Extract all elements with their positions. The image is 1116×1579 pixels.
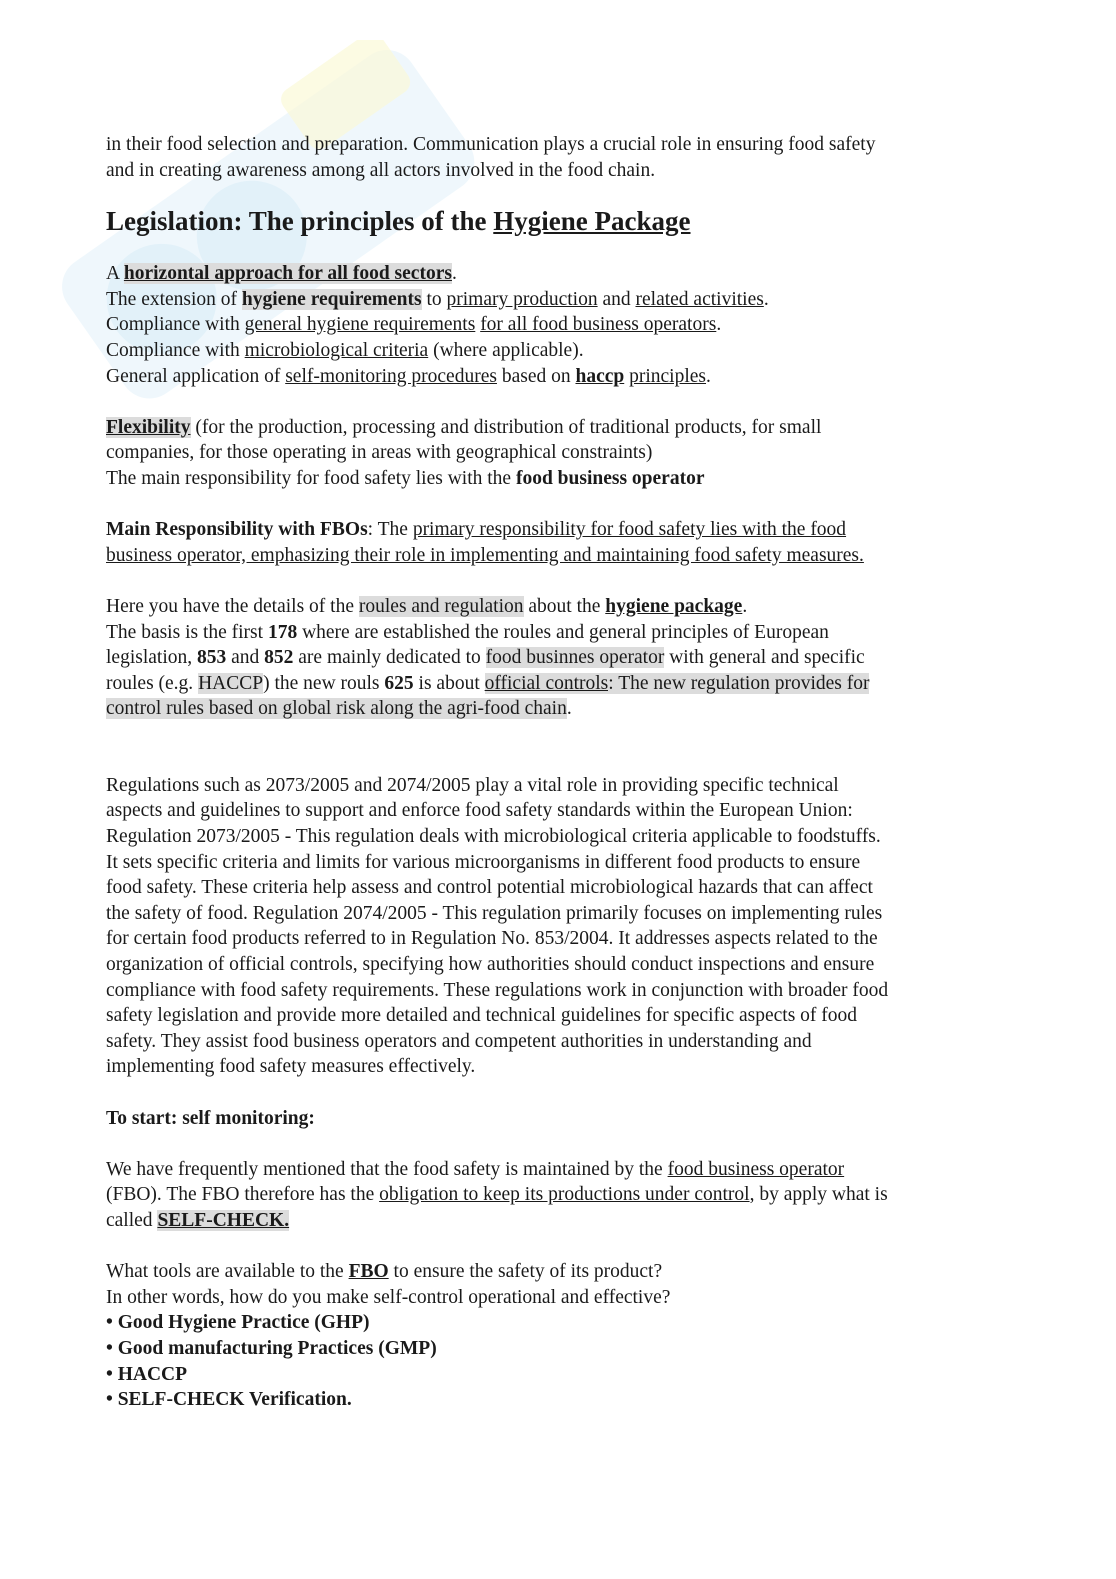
principle-3: Compliance with general hygiene requirements for all food business operators.: [106, 314, 722, 336]
regulations-line: safety. They assist food business operators and competent authorities in understanding and: [106, 1030, 812, 1052]
tools-question-1: What tools are available to the FBO to ensure the safety of its product?: [106, 1261, 663, 1283]
self-monitoring-line-2: (FBO). The FBO therefore has the obligation to keep its productions under control, by apply what is: [106, 1184, 888, 1206]
self-monitoring-line-1: We have frequently mentioned that the food safety is maintained by the food business operator: [106, 1158, 845, 1180]
principle-4: Compliance with microbiological criteria (where applicable).: [106, 339, 584, 361]
details-line-2: The basis is the first 178 where are established the roules and general principles of European: [106, 621, 829, 643]
regulations-line: compliance with food safety requirements. These regulations work in conjunction with broader food: [106, 979, 889, 1001]
regulations-line: the safety of food. Regulation 2074/2005 - This regulation primarily focuses on implementing rules: [106, 902, 883, 924]
flexibility-line-2: companies, for those operating in areas with geographical constraints): [106, 442, 653, 464]
document-page: [106, 132, 1006, 1413]
principle-1: A horizontal approach for all food sectors.: [106, 263, 457, 285]
regulations-line: implementing food safety measures effectively.: [106, 1056, 476, 1078]
list-item: • Good Hygiene Practice (GHP): [106, 1312, 370, 1334]
self-monitoring-title: To start: self monitoring:: [106, 1107, 315, 1129]
regulations-line: safety legislation and provide more detailed and technical guidelines for specific aspects of food: [106, 1005, 858, 1027]
tools-question-2: In other words, how do you make self-control operational and effective?: [106, 1286, 671, 1308]
flexibility-line-1: Flexibility (for the production, processing and distribution of traditional products, for small: [106, 416, 822, 438]
list-item: • HACCP: [106, 1363, 188, 1385]
details-line-1: Here you have the details of the roules and regulation about the hygiene package.: [106, 595, 748, 617]
section-heading: Legislation: The principles of the Hygiene Package: [106, 206, 691, 237]
list-item: • SELF-CHECK Verification.: [106, 1389, 352, 1411]
list-item: • Good manufacturing Practices (GMP): [106, 1337, 437, 1359]
self-monitoring-line-3: called SELF-CHECK.: [106, 1209, 290, 1231]
details-line-4: roules (e.g. HACCP) the new rouls 625 is about official controls: The new regulation provides for: [106, 672, 870, 694]
fbo-line-1: Main Responsibility with FBOs: The primary responsibility for food safety lies with the food: [106, 519, 847, 541]
regulations-line: aspects and guidelines to support and enforce food safety standards within the European Union:: [106, 800, 853, 822]
intro-line-1: in their food selection and preparation. Communication plays a crucial role in ensuring food safety: [106, 134, 876, 155]
principle-2: The extension of hygiene requirements to primary production and related activities.: [106, 288, 769, 310]
regulations-line: for certain food products referred to in Regulation No. 853/2004. It addresses aspects related to the: [106, 928, 878, 950]
regulations-line: food safety. These criteria help assess and control potential microbiological hazards that can affect: [106, 877, 873, 899]
hygiene-package-link[interactable]: Hygiene Package: [493, 206, 691, 237]
fbo-line-2: business operator, emphasizing their role in implementing and maintaining food safety measures.: [106, 544, 864, 566]
details-line-5: control rules based on global risk along the agri-food chain.: [106, 698, 572, 720]
regulations-line: Regulations such as 2073/2005 and 2074/2005 play a vital role in providing specific technical: [106, 774, 839, 796]
regulations-line: It sets specific criteria and limits for various microorganisms in different food products to ensure: [106, 851, 861, 873]
details-line-3: legislation, 853 and 852 are mainly dedicated to food businnes operator with general and specific: [106, 647, 865, 669]
regulations-line: Regulation 2073/2005 - This regulation deals with microbiological criteria applicable to foodstuffs.: [106, 826, 881, 848]
principle-5: General application of self-monitoring procedures based on haccp principles.: [106, 365, 711, 387]
regulations-line: organization of official controls, specifying how authorities should conduct inspections and ensure: [106, 954, 875, 976]
flexibility-line-3: The main responsibility for food safety lies with the food business operator: [106, 467, 705, 489]
intro-line-2: and in creating awareness among all actors involved in the food chain.: [106, 159, 656, 181]
